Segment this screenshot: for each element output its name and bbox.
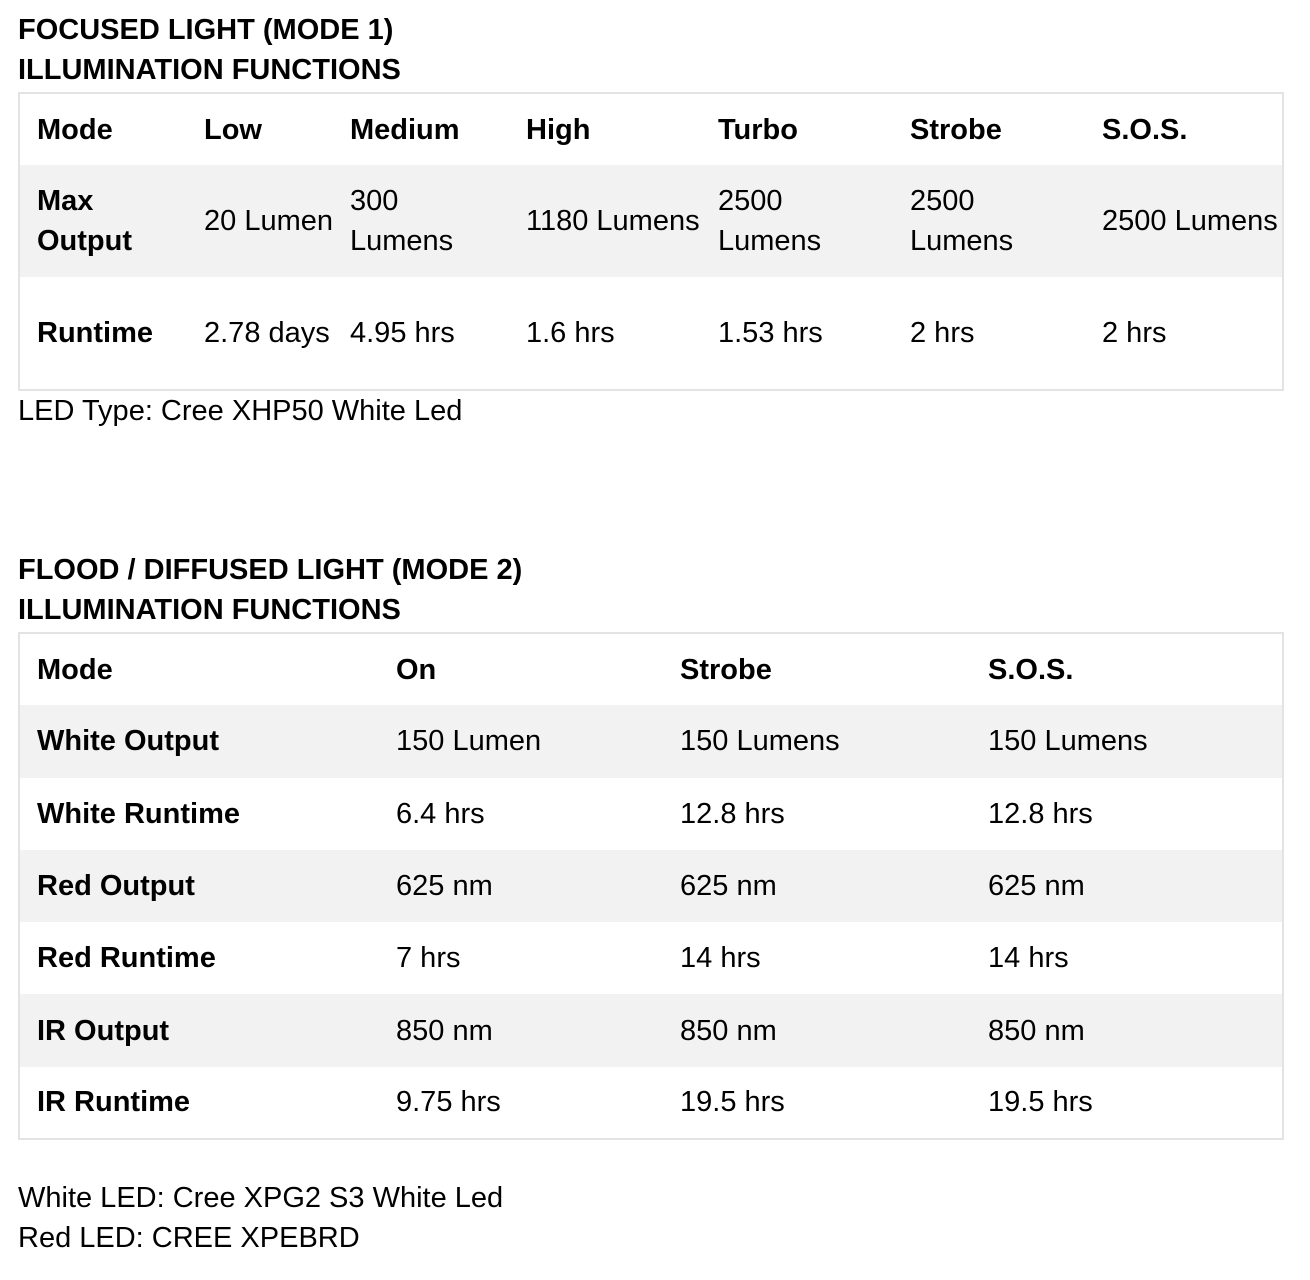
row-label: IR Runtime (37, 1086, 191, 1119)
table-cell: 625 nm (379, 850, 663, 922)
focused-light-table (18, 92, 1284, 391)
table-cell: 850 nm (971, 994, 1283, 1066)
flood-section-title (18, 550, 522, 630)
table-header-row (19, 633, 1283, 705)
table-cell: 2 hrs (910, 317, 975, 349)
table-row (19, 994, 1283, 1066)
flood-light-table (18, 632, 1284, 1140)
table-cell: 625 nm (663, 850, 971, 922)
white-led-note: White LED: Cree XPG2 S3 White Led (18, 1182, 504, 1214)
table-cell: 2500 Lumens (701, 165, 893, 277)
table-row (19, 165, 1283, 277)
table-cell: 14 hrs (988, 942, 1069, 975)
table-cell: 1180 Lumens (509, 165, 701, 277)
table-cell: 1.6 hrs (526, 317, 615, 349)
table-cell: 19.5 hrs (988, 1086, 1093, 1119)
table-row (19, 850, 1283, 922)
row-label: Red Runtime (37, 942, 216, 975)
table-row (19, 277, 1283, 390)
header-cell: On (396, 653, 437, 686)
table-cell: 150 Lumens (663, 705, 971, 777)
table-cell: 7 hrs (396, 942, 461, 975)
table-cell: 9.75 hrs (396, 1086, 501, 1119)
header-cell: Low (204, 113, 262, 146)
row-label: Max Output (19, 165, 187, 277)
header-cell: Medium (350, 113, 460, 146)
table-cell: 2500 Lumens (1085, 165, 1283, 277)
flood-led-notes (18, 1178, 503, 1258)
table-cell: 2500 Lumens (893, 165, 1085, 277)
flood-title-line2: ILLUMINATION FUNCTIONS (18, 594, 401, 626)
row-label: Runtime (37, 317, 153, 349)
header-cell: Mode (37, 113, 113, 146)
row-label: White Output (19, 705, 379, 777)
header-cell: Strobe (680, 653, 772, 686)
table-cell: 850 nm (663, 994, 971, 1066)
table-cell: 4.95 hrs (350, 317, 455, 349)
flood-title-line1: FLOOD / DIFFUSED LIGHT (MODE 2) (18, 554, 523, 586)
row-label: White Runtime (37, 797, 240, 830)
table-row (19, 705, 1283, 777)
table-cell: 12.8 hrs (680, 797, 785, 830)
row-label: IR Output (19, 994, 379, 1066)
header-cell: Strobe (910, 113, 1002, 146)
red-led-note: Red LED: CREE XPEBRD (18, 1222, 360, 1254)
focused-section-title (18, 10, 401, 90)
focused-led-note: LED Type: Cree XHP50 White Led (18, 395, 463, 427)
table-row (19, 778, 1283, 850)
table-row (19, 922, 1283, 994)
table-cell: 2.78 days (204, 317, 330, 349)
table-cell: 150 Lumens (971, 705, 1283, 777)
table-cell: 850 nm (379, 994, 663, 1066)
focused-title-line2: ILLUMINATION FUNCTIONS (18, 54, 401, 86)
row-label: Red Output (19, 850, 379, 922)
focused-title-line1: FOCUSED LIGHT (MODE 1) (18, 14, 394, 46)
table-cell: 6.4 hrs (396, 797, 485, 830)
header-cell: S.O.S. (988, 653, 1074, 686)
table-cell: 625 nm (971, 850, 1283, 922)
table-cell: 20 Lumen (187, 165, 333, 277)
table-row (19, 1067, 1283, 1139)
table-cell: 300 Lumens (333, 165, 509, 277)
header-cell: High (526, 113, 591, 146)
table-header-row (19, 93, 1283, 165)
header-cell: Mode (37, 653, 113, 686)
header-cell: Turbo (718, 113, 798, 146)
table-cell: 1.53 hrs (718, 317, 823, 349)
header-cell: S.O.S. (1102, 113, 1188, 146)
table-cell: 150 Lumen (379, 705, 663, 777)
table-cell: 14 hrs (680, 942, 761, 975)
table-cell: 12.8 hrs (988, 797, 1093, 830)
table-cell: 19.5 hrs (680, 1086, 785, 1119)
table-cell: 2 hrs (1102, 317, 1167, 349)
